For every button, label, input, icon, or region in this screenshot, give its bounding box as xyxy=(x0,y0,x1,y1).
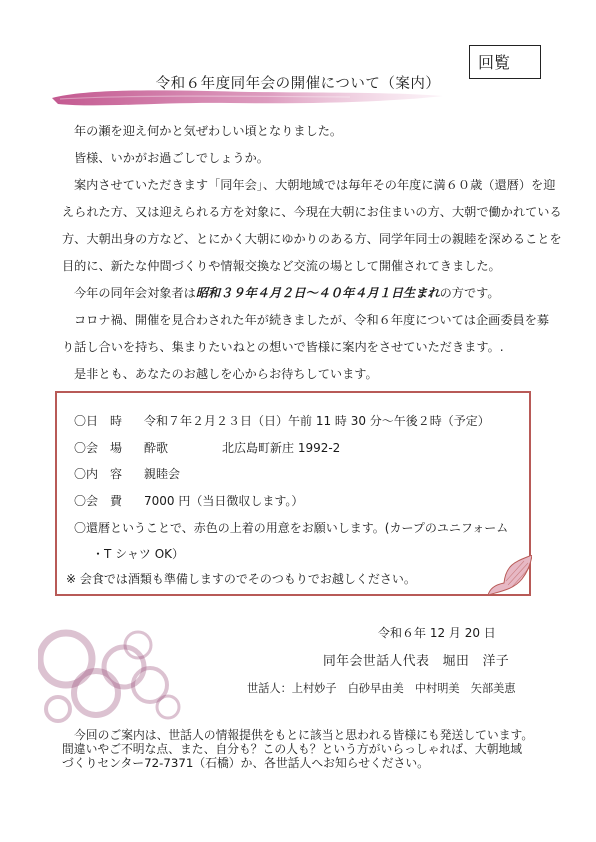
venue-name: 酔歌 xyxy=(144,441,169,455)
detail-dress-note-cont: ・T シャツ OK） xyxy=(92,547,185,561)
content-label: 〇内 容 xyxy=(74,467,123,481)
body-line: 案内させていただきます「同年会」、大朝地域では毎年その年度に満６０歳（還暦）を迎 xyxy=(74,178,556,192)
wine-ring-decoration xyxy=(38,615,188,725)
target-birthdate-range: 昭和３９年４月２日～４０年４月１日生まれ xyxy=(195,286,440,300)
date-value: 令和７年２月２３日（日）午前 11 時 30 分～午後２時（予定） xyxy=(144,414,490,428)
fee-value: 7000 円（当日徴収します。） xyxy=(144,494,304,508)
representative: 同年会世話人代表 堀田 洋子 xyxy=(323,654,510,669)
footer-notice xyxy=(62,728,542,770)
detail-dress-note: 〇還暦ということで、赤色の上着の用意をお願いします。(カープのユニフォーム xyxy=(74,521,509,535)
body-line: コロナ禍、開催を見合わされた年が続きましたが、令和６年度については企画委員を募 xyxy=(74,313,550,327)
body-line: 目的に、新たな仲間づくりや情報交換など交流の場として開催されてきました。 xyxy=(62,259,501,273)
venue-address: 北広島町新庄 1992-2 xyxy=(222,441,341,455)
body-line: 是非とも、あなたのお越しを心からお待ちしています。 xyxy=(74,367,378,381)
footer-line: 今回のご案内は、世話人の情報提供をもとに該当と思われる皆様にも発送しています。 xyxy=(74,728,534,742)
date-label: 〇日 時 xyxy=(74,414,123,428)
fee-label: 〇会 費 xyxy=(74,494,123,508)
detail-content xyxy=(74,465,534,482)
staff-list: 世話人：上村妙子 白砂早由美 中村明美 矢部美恵 xyxy=(247,682,516,695)
footer-line: づくりセンター72-7371（石橋）か、各世話人へお知らせください。 xyxy=(62,756,429,770)
intro-paragraphs xyxy=(62,118,562,388)
detail-fee xyxy=(74,492,534,509)
target-before: 今年の同年会対象者は xyxy=(74,286,196,300)
detail-date xyxy=(74,412,534,429)
body-line: り話し合いを持ち、集まりたいねとの想いで皆様に案内をさせていただきます。. xyxy=(62,340,504,354)
detail-alcohol-note: ※ 会食では酒類も準備しますのでそのつもりでお越しください。 xyxy=(66,572,416,586)
detail-venue xyxy=(74,439,534,456)
target-line xyxy=(62,280,542,307)
target-after: の方です。 xyxy=(439,286,500,300)
footer-line: 間違いやご不明な点、また、自分も？この人も？という方がいらっしゃれば、大朝地域 xyxy=(62,742,523,756)
brush-stroke-decoration xyxy=(50,84,445,110)
document-title: 令和６年度同年会の開催について（案内） xyxy=(155,76,441,92)
circulation-stamp: 回覧 xyxy=(469,45,541,79)
content-value: 親睦会 xyxy=(144,467,181,481)
body-line: えられた方、又は迎えられる方を対象に、今現在大朝にお住まいの方、大朝で働かれている xyxy=(62,205,562,219)
body-line: 年の瀬を迎え何かと気ぜわしい頃となりました。 xyxy=(74,124,343,138)
issue-date: 令和６年 12 月 20 日 xyxy=(378,626,496,640)
body-line: 方、大朝出身の方など、とにかく大朝にゆかりのある方、同学年同士の親睦を深めることを xyxy=(62,232,562,246)
venue-label: 〇会 場 xyxy=(74,441,123,455)
body-line: 皆様、いかがお過ごしでしょうか。 xyxy=(74,151,269,165)
